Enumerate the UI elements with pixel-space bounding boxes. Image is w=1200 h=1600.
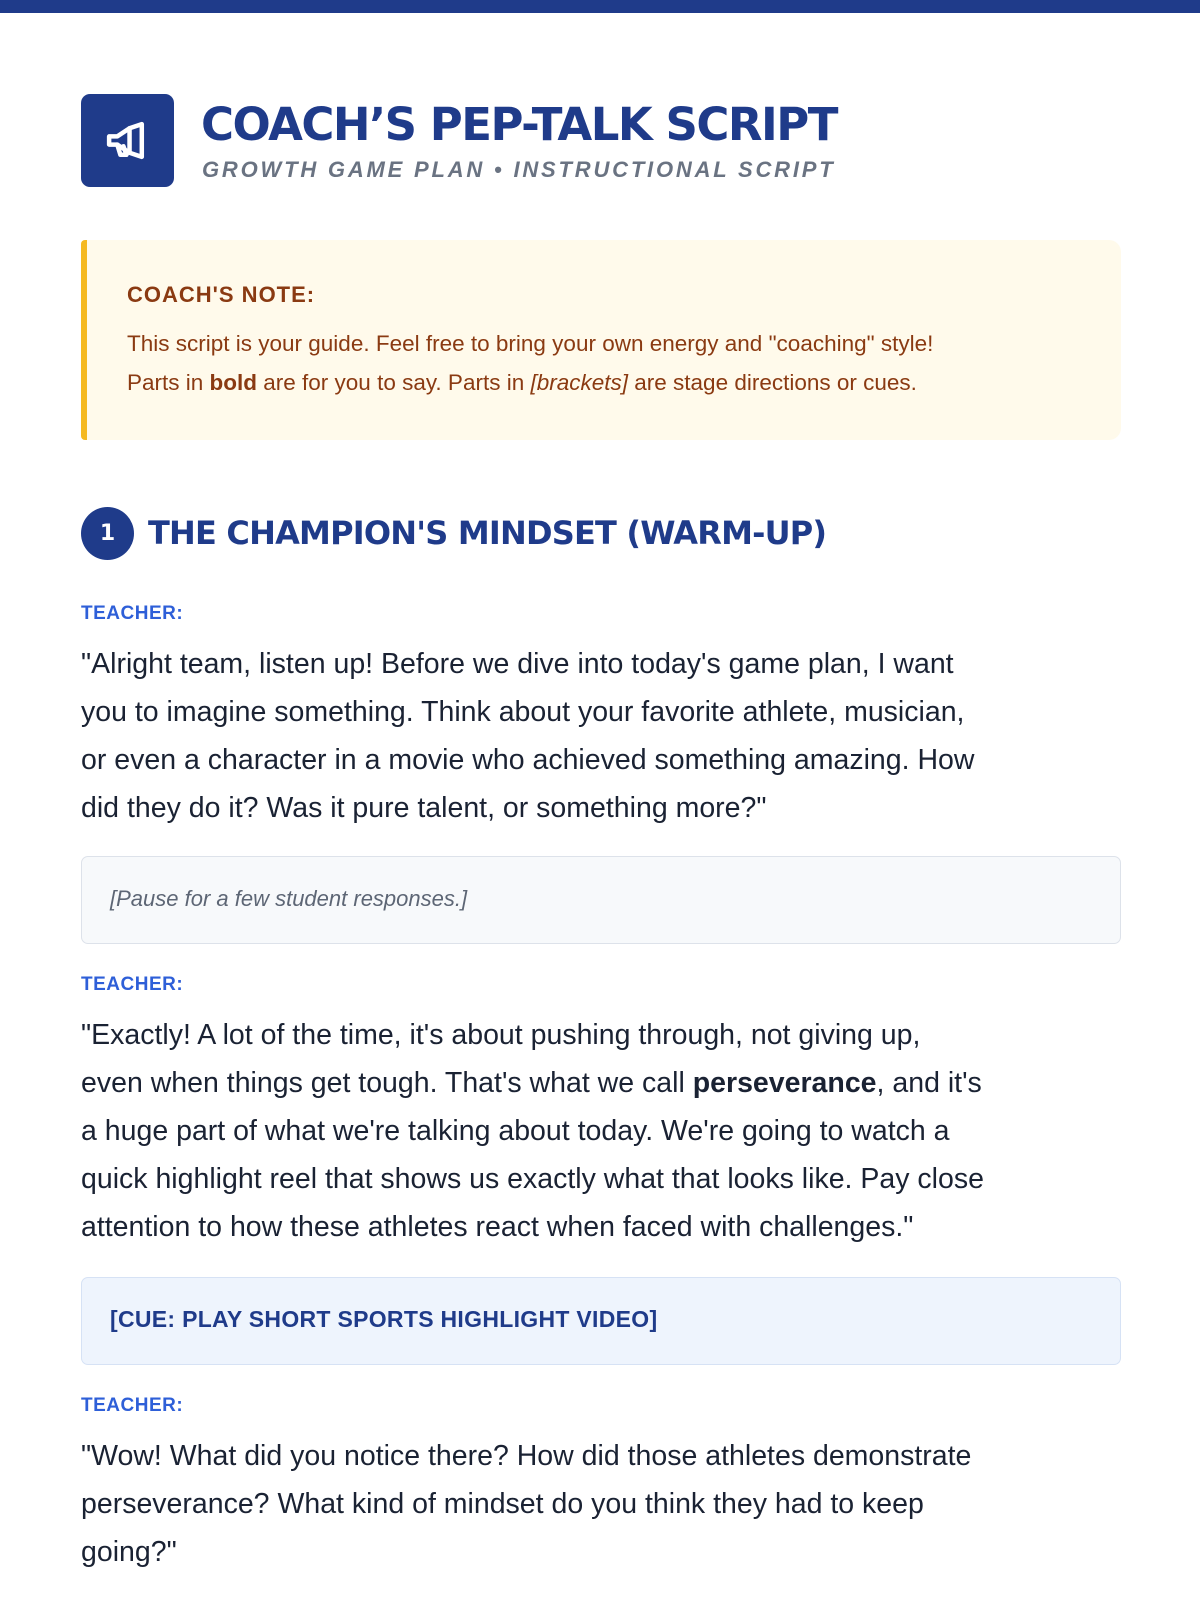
dialogue-text: , and it's [876, 1067, 982, 1099]
dialogue-line: you to imagine something. Think about your favorite athlete, musician, [81, 696, 965, 728]
note-bold-word: bold [209, 370, 258, 395]
dialogue-line: perseverance? What kind of mindset do you think they had to keep [81, 1488, 924, 1520]
dialogue-line: quick highlight reel that shows us exactly what that looks like. Pay close [81, 1163, 984, 1195]
section-heading [81, 507, 1121, 561]
page-subtitle: GROWTH GAME PLAN • INSTRUCTIONAL SCRIPT [202, 157, 836, 182]
dialogue-line: "Exactly! A lot of the time, it's about pushing through, not giving up, [81, 1019, 921, 1051]
dialogue-line: a huge part of what we're talking about today. We're going to watch a [81, 1115, 950, 1147]
dialogue-line: "Wow! What did you notice there? How did those athletes demonstrate [81, 1440, 972, 1472]
note-text: Parts in [127, 370, 210, 395]
coach-note-title: COACH'S NOTE: [127, 282, 316, 307]
speaker-label: TEACHER: [81, 603, 184, 624]
page-header [81, 94, 1121, 188]
megaphone-icon [103, 116, 152, 165]
coach-note-body [127, 324, 1107, 402]
dialogue-line: or even a character in a movie who achieved something amazing. How [81, 744, 975, 776]
media-cue-box [81, 1277, 1121, 1365]
dialogue-line: "Alright team, listen up! Before we dive into today's game plan, I want [81, 648, 954, 680]
note-italic-word: [brackets] [530, 370, 629, 395]
section-number-badge: 1 [81, 507, 134, 560]
dialogue-line: going?" [81, 1536, 177, 1568]
logo-badge [81, 94, 174, 187]
media-cue-text: [CUE: PLAY SHORT SPORTS HIGHLIGHT VIDEO] [110, 1306, 658, 1332]
dialogue-line: did they do it? Was it pure talent, or something more?" [81, 792, 767, 824]
page-title: COACH’S PEP-TALK SCRIPT [201, 98, 837, 151]
dialogue-line: attention to how these athletes react when faced with challenges." [81, 1211, 914, 1243]
coach-note-line-2 [127, 363, 1107, 402]
coach-note-callout [81, 240, 1121, 440]
speaker-label: TEACHER: [81, 1395, 184, 1416]
coach-note-line-1: This script is your guide. Feel free to bring your own energy and "coaching" style! [127, 331, 934, 356]
emphasis-word: perseverance [692, 1067, 877, 1099]
note-text: are for you to say. Parts in [257, 370, 531, 395]
dialogue-line [81, 1059, 982, 1107]
speaker-label: TEACHER: [81, 974, 184, 995]
top-accent-bar [0, 0, 1200, 13]
note-text: are stage directions or cues. [628, 370, 917, 395]
section-title: THE CHAMPION'S MINDSET (WARM-UP) [148, 514, 827, 552]
stage-direction-text: [Pause for a few student responses.] [110, 886, 468, 911]
dialogue-text: even when things get tough. That's what we call [81, 1067, 693, 1099]
stage-direction-box [81, 856, 1121, 944]
